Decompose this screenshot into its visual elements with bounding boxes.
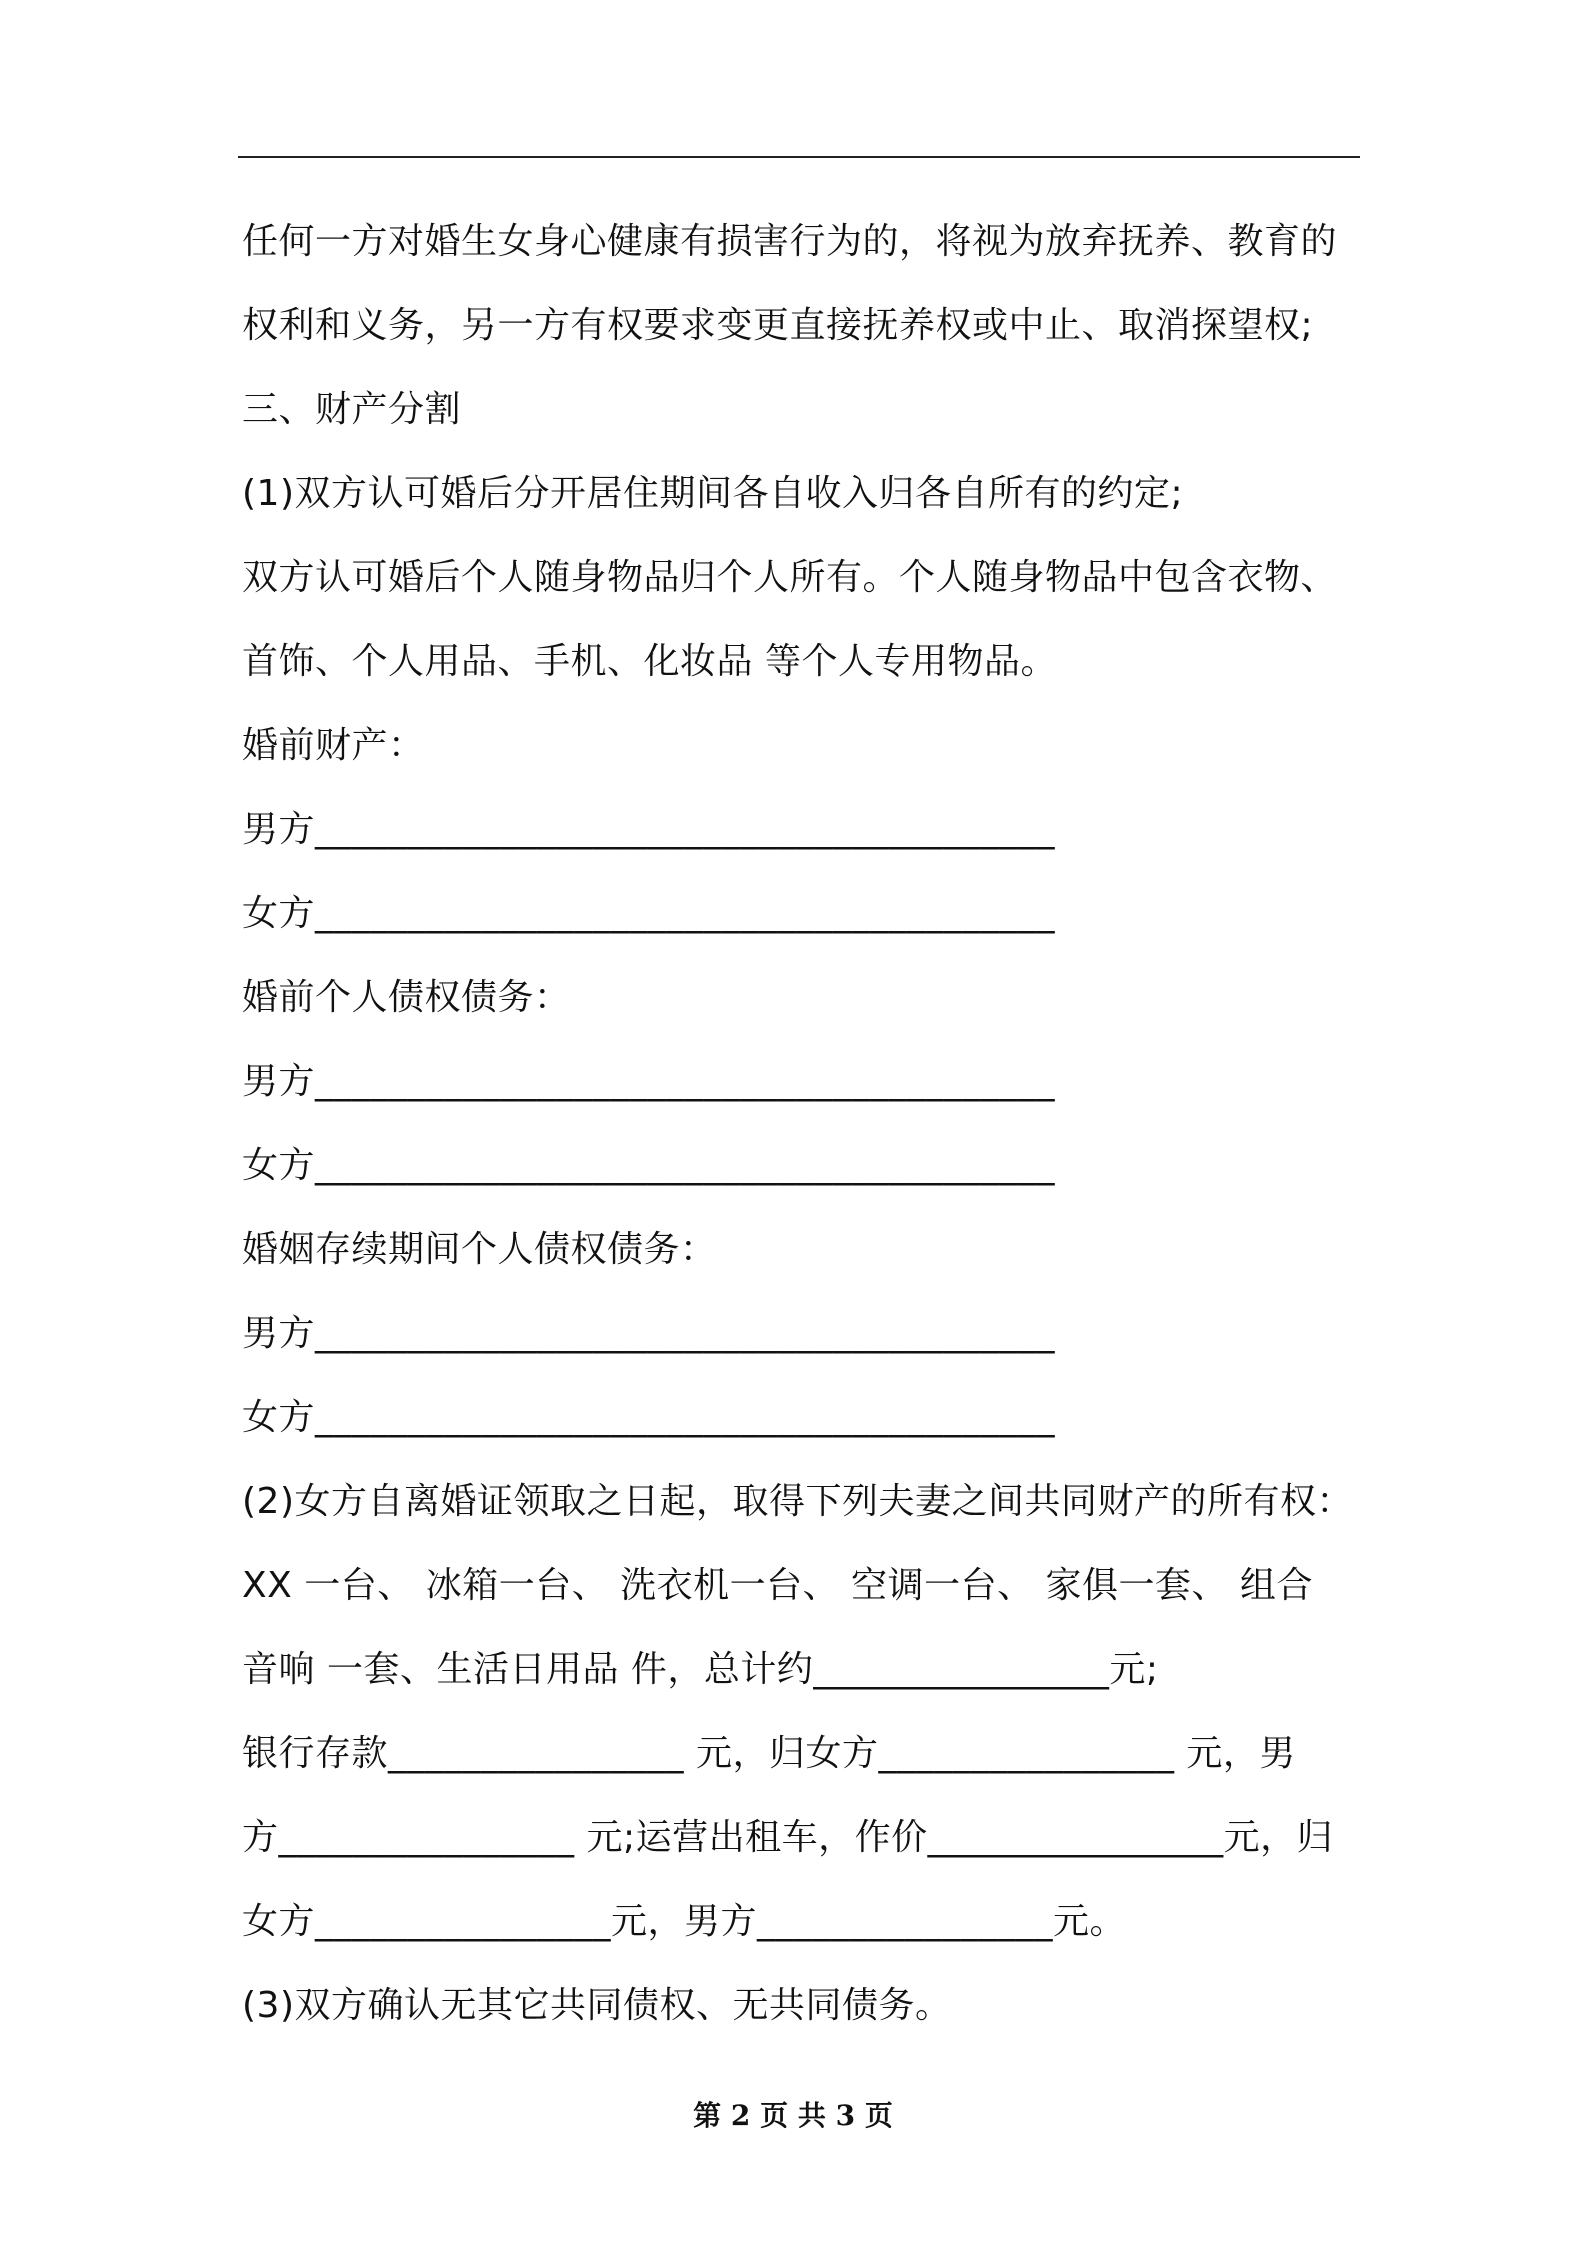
document-body: [242, 200, 1362, 2048]
section-heading: 三、财产分割: [242, 389, 462, 430]
text-line: 方________________ 元;运营出租车，作价________________元，归: [242, 1817, 1334, 1858]
subheading: 婚姻存续期间个人债权债务：: [242, 1229, 717, 1270]
text-line: 双方认可婚后个人随身物品归个人所有。个人随身物品中包含衣物、: [242, 557, 1338, 598]
text-line: 音响 一套、生活日用品 件，总计约________________元;: [242, 1649, 1159, 1690]
text-line: (1)双方认可婚后分开居住期间各自收入归各自所有的约定;: [242, 473, 1184, 514]
text-line: (3)双方确认无其它共同债权、无共同债务。: [242, 1985, 952, 2026]
fill-in-field: 男方________________________________________: [242, 1313, 1055, 1354]
subheading: 婚前财产：: [242, 725, 425, 766]
text-line: 银行存款________________ 元，归女方________________ 元，男: [242, 1733, 1296, 1774]
fill-in-field: 女方________________________________________: [242, 1145, 1055, 1186]
text-line: 任何一方对婚生女身心健康有损害行为的，将视为放弃抚养、教育的: [242, 221, 1338, 262]
fill-in-field: 女方________________________________________: [242, 893, 1055, 934]
header-divider: [238, 156, 1360, 158]
text-line: (2)女方自离婚证领取之日起，取得下列夫妻之间共同财产的所有权：: [242, 1481, 1353, 1522]
text-line: 权利和义务，另一方有权要求变更直接抚养权或中止、取消探望权;: [242, 305, 1314, 346]
text-line: XX 一台、 冰箱一台、 洗衣机一台、 空调一台、 家俱一套、 组合: [242, 1565, 1313, 1606]
page-number-footer: 第 2 页 共 3 页: [693, 2099, 893, 2132]
fill-in-field: 女方________________________________________: [242, 1397, 1055, 1438]
fill-in-field: 男方________________________________________: [242, 1061, 1055, 1102]
text-line: 女方________________元，男方________________元。: [242, 1901, 1127, 1942]
subheading: 婚前个人债权债务：: [242, 977, 571, 1018]
text-line: 首饰、个人用品、手机、化妆品 等个人专用物品。: [242, 641, 1057, 682]
fill-in-field: 男方________________________________________: [242, 809, 1055, 850]
